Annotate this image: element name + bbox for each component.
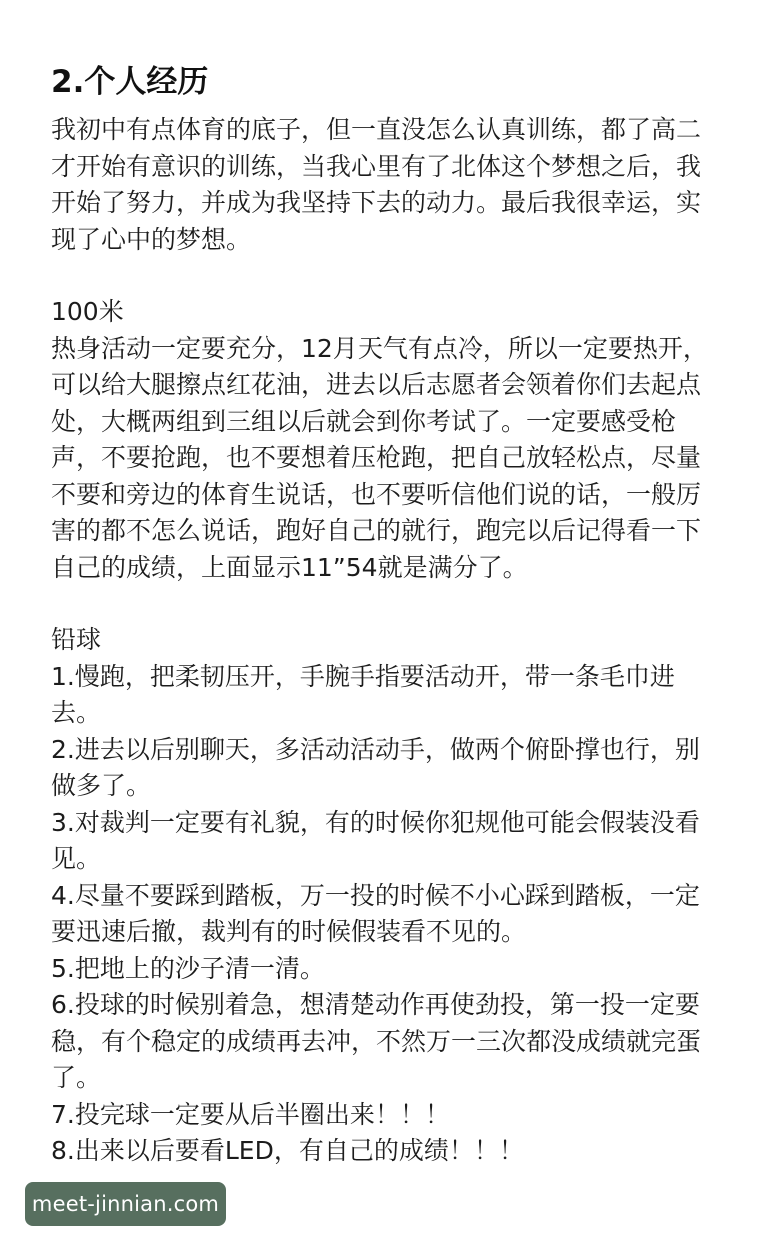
sprint-paragraph: 热身活动一定要充分，12月天气有点冷，所以一定要热开，可以给大腿擦点红花油，进去以后志愿者会领着你们去起点处，大概两组到三组以后就会到你考试了。一定要感受枪声，不要抢跑，也不要想着压枪跑，把自己放轻松点，尽量不要和旁边的体育生说话，也不要听信他们说的话，一般厉害的都不怎么说话，跑好自己的就行，跑完以后记得看一下自己的成绩，上面显示11”54就是满分了。 <box>51 333 708 582</box>
list-item: 4.尽量不要踩到踏板，万一投的时候不小心踩到踏板，一定要迅速后撤，裁判有的时候假装看不见的。 <box>51 880 700 946</box>
spacer <box>51 586 728 622</box>
list-item: 2.进去以后别聊天，多活动活动手，做两个俯卧撑也行，别做多了。 <box>51 734 700 800</box>
section-heading: 2.个人经历 <box>51 64 209 100</box>
shotput-tips-list <box>51 659 728 1170</box>
spacer <box>51 258 728 294</box>
sprint-title: 100米 <box>51 297 124 326</box>
list-item: 8.出来以后要看LED，有自己的成绩！！！ <box>51 1136 524 1165</box>
list-item: 7.投完球一定要从后半圈出来！！！ <box>51 1099 450 1129</box>
list-item: 5.把地上的沙子清一清。 <box>51 953 325 983</box>
list-item: 3.对裁判一定要有礼貌，有的时候你犯规他可能会假装没看见。 <box>51 807 700 873</box>
shotput-section <box>51 622 728 1170</box>
intro-paragraph: 我初中有点体育的底子，但一直没怎么认真训练，都了高二才开始有意识的训练，当我心里有了北体这个梦想之后，我开始了努力，并成为我坚持下去的动力。最后我很幸运，实现了心中的梦想。 <box>51 115 702 254</box>
list-item: 1.慢跑，把柔韧压开，手腕手指要活动开，带一条毛巾进去。 <box>51 661 675 727</box>
list-item: 6.投球的时候别着急，想清楚动作再使劲投，第一投一定要稳，有个稳定的成绩再去冲，不然万一三次都没成绩就完蛋了。 <box>51 990 702 1092</box>
watermark-badge: meet-jinnian.com <box>25 1182 226 1226</box>
sprint-section <box>51 294 728 586</box>
shotput-title: 铅球 <box>51 625 102 654</box>
